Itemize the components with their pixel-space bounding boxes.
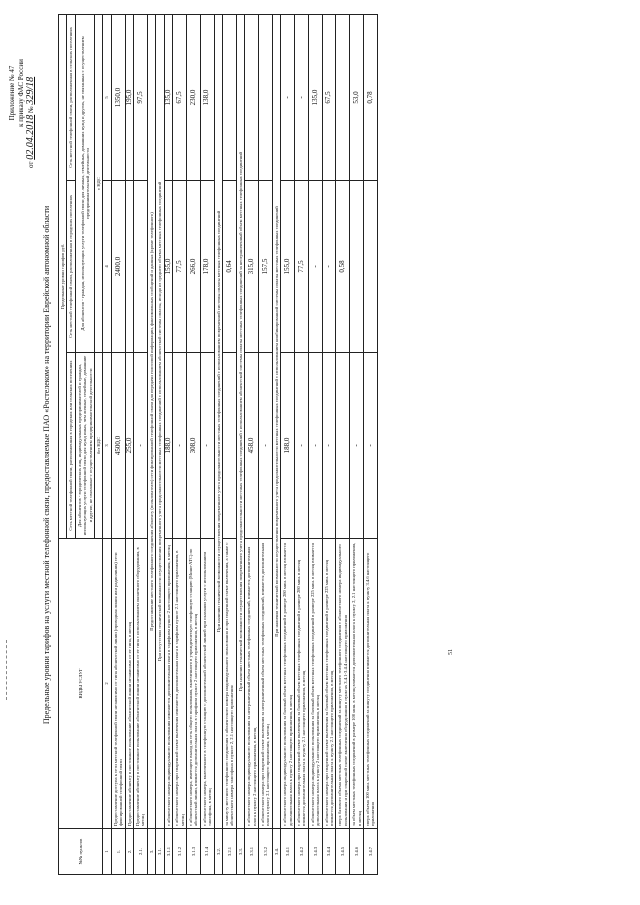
price-legal: 255,0	[125, 353, 133, 539]
row-number: 3.1.3	[186, 829, 200, 875]
row-number: 3.1.1	[164, 829, 172, 875]
section-row	[156, 14, 164, 874]
section-title: При наличии технической возможности осуществления повременного учета продолжительности местных телефонных соединений с использованием абонентской системы оплаты местных телефонных соединений за неограниченный объем местных телефонных соединений	[236, 14, 244, 828]
row-number: 3.1.4	[200, 829, 214, 875]
row-number: 3.4.5	[336, 829, 350, 875]
service-description: Предоставление абоненту в постоянное пользование абонентской линии независимо от ее типа с использованием оконечного оборудования, в месяц	[134, 539, 148, 829]
service-description: сверх объема 100 мин. местных телефонных соединений за минуту соединения взимается дополнительная плата к пункту 3.4.6 настоящего приложения	[364, 539, 378, 829]
price-legal: -	[258, 353, 272, 539]
document-header	[8, 18, 36, 168]
row-number: 3.1.2	[173, 829, 187, 875]
scan-edge-mark	[6, 640, 8, 700]
service-description: с абонентского номера индивидуального пользования за базовый объем местных телефонных соединений в размере 225 мин. в месяц взимается дополнительная плата к пункту 2 настоящего приложения, в месяц	[308, 539, 322, 829]
section-title: При наличии технической возможности осуществления повременного учета продолжительности местных телефонных соединений с использованием комбинированной системы оплаты местных телефонных соединений	[272, 14, 280, 828]
table-row	[364, 14, 378, 874]
table-row	[295, 14, 309, 874]
table-row	[186, 14, 200, 874]
row-number: 3.2.1	[222, 829, 236, 875]
appendix-label: Приложение № 47	[8, 65, 16, 121]
price-legal: 188,0	[164, 353, 172, 539]
price-rural: 97,5	[134, 14, 148, 180]
index-3: 3	[103, 353, 111, 539]
table-row	[164, 14, 172, 874]
section-row	[272, 14, 280, 874]
price-rural: 195,0	[125, 14, 133, 180]
section-title: Предоставление местного телефонного соединения абоненту (пользователю) сети фиксированной телефонной связи для передачи голосовой информации, факсимильных сообщений и данных (кроме телефонного)	[147, 14, 155, 828]
service-description: с абонентского номера индивидуального пользования за базовый объем местных телефонных соединений в размере 280 мин. в месяц взимается дополнительная плата к пункту 2 настоящего приложения, в месяц	[281, 539, 295, 829]
row-number: 3.4.1	[281, 829, 295, 875]
tariff-table-container	[58, 15, 378, 875]
row-number: 3.	[147, 829, 155, 875]
row-number: 3.3.	[236, 829, 244, 875]
price-legal: 458,0	[245, 353, 259, 539]
price-rural: 138,0	[200, 14, 214, 180]
price-rural: -	[281, 14, 295, 180]
table-row	[125, 14, 133, 874]
service-description: с абонентского номера, имеющего выход на сеть общего пользования, включенного в учрежденческую телефонную станцию (Мини-АТС) по абонентской линии, взимается дополнительная плата в тарифном пункте 2 настоящего приложения, в месяц	[186, 539, 200, 829]
price-urban: 77,5	[295, 181, 309, 353]
service-description: с абонентского номера при спаренной схеме включения за базовый объем местных телефонных соединений в размере 225 мин. в месяц взимается дополнительная плата к пункту 2.1 настоящего приложения, в месяц	[322, 539, 336, 829]
page-number: 51	[448, 649, 454, 655]
index-1: 1	[103, 829, 111, 875]
section-row	[236, 14, 244, 874]
price-urban: 0,58	[336, 181, 350, 353]
table-row	[258, 14, 272, 874]
row-number: 3.3.2	[258, 829, 272, 875]
price-legal: -	[350, 353, 364, 539]
row-number: 2.1.	[134, 829, 148, 875]
price-legal: -	[308, 353, 322, 539]
price-urban	[134, 181, 148, 353]
index-5: 5	[103, 14, 111, 180]
row-number: 3.4.7	[364, 829, 378, 875]
document-title: Предельные уровни тарифов на услуги местной телефонной связи, предоставляемые ПАО «Ростелеком» на территории Еврейской автономной области	[42, 205, 51, 725]
price-urban	[364, 181, 378, 353]
index-4: 4	[103, 181, 111, 353]
price-urban: 155,0	[164, 181, 172, 353]
tariff-table-body	[111, 14, 377, 874]
order-number: 329/18	[25, 76, 36, 105]
table-row	[350, 14, 364, 874]
table-row	[134, 14, 148, 874]
row-number: 3.3.1	[245, 829, 259, 875]
price-urban	[350, 181, 364, 353]
price-urban: 0,64	[222, 181, 236, 353]
tariff-table	[58, 14, 378, 875]
price-urban: 157,5	[258, 181, 272, 353]
service-description: Предоставление абоненту в постоянное пользование абонентской линии независимо от ее типа, в месяц	[125, 539, 133, 829]
price-legal: 188,0	[281, 353, 295, 539]
price-rural	[258, 14, 272, 180]
price-rural: 67,5	[173, 14, 187, 180]
service-description: с абонентского номера индивидуального пользования за неограниченный объем местных телефонных соединений, взимается дополнительная плата к пункту 2 настоящего приложения, в месяц	[245, 539, 259, 829]
price-legal: 4500,0	[111, 353, 125, 539]
row-number: 3.4.	[272, 829, 280, 875]
service-description: за минуту местного телефонного соединения с абонентского номера индивидуального пользования и при спаренной схеме включения, а также с абонентского номера таксофона в пункте 2, 2.1 настоящего приложения	[222, 539, 236, 829]
price-legal: -	[364, 353, 378, 539]
table-row	[281, 14, 295, 874]
price-legal	[222, 353, 236, 539]
row-number: 1.	[111, 829, 125, 875]
price-urban	[125, 181, 133, 353]
price-rural: -	[295, 14, 309, 180]
service-description: с абонентского номера при спаренной схеме включения изменяется дополнительная плата в тарифном пункте 2.1 настоящего приложения, в месяц	[173, 539, 187, 829]
service-description: за объем местных телефонных соединений в размере 100 мин. в месяц взимается дополнительная плата к пункту 2, 2.1 настоящего приложения, в месяц	[350, 539, 364, 829]
table-row	[173, 14, 187, 874]
price-rural: 230,0	[186, 14, 200, 180]
col-group1-header: Сеть местной телефонной связи, расположенная в городских или сельских поселениях	[67, 353, 75, 539]
col-group2-header: Сеть местной телефонной связи, расположенная в городских поселениях	[67, 181, 75, 353]
price-rural	[245, 14, 259, 180]
table-row	[222, 14, 236, 874]
section-row	[147, 14, 155, 874]
price-legal: -	[322, 353, 336, 539]
price-rural	[222, 14, 236, 180]
price-urban: 178,0	[200, 181, 214, 353]
section-title: При отсутствии технической возможности осуществления повременного учета продолжительности местных телефонных соединений с использованием абонентской системы оплаты, исходя из среднего объема местных телефонных соединений	[156, 14, 164, 828]
price-rural: 67,5	[322, 14, 336, 180]
price-legal: -	[173, 353, 187, 539]
price-urban: 2400,0	[111, 181, 125, 353]
row-number: 3.4.3	[308, 829, 322, 875]
table-row	[336, 14, 350, 874]
price-rural: 1350,0	[111, 14, 125, 180]
row-number: 2.	[125, 829, 133, 875]
service-description: Предоставление доступа к сети местной телефонной связи независимо от типа абонентской линии (проводная линия или радиолиния) сети фиксированной телефонной связи	[111, 539, 125, 829]
with-vat-label: с НДС	[95, 14, 103, 352]
table-row	[308, 14, 322, 874]
row-number: 3.4.2	[295, 829, 309, 875]
row-number: 3.4.6	[350, 829, 364, 875]
price-urban: 77,5	[173, 181, 187, 353]
price-rural: 0,78	[364, 14, 378, 180]
price-legal: -	[295, 353, 309, 539]
table-row	[322, 14, 336, 874]
service-description: с абонентского номера индивидуального пользования изменяется дополнительная плата в тарифном пункте 2 настоящего приложения, в месяц	[164, 539, 172, 829]
col-number-header: №№ пунктов	[59, 829, 103, 875]
row-number: 3.1.	[156, 829, 164, 875]
price-urban: 315,0	[245, 181, 259, 353]
order-date: 02.04.2018	[25, 114, 36, 160]
section-row	[214, 14, 222, 874]
col-legal-header: Для абонентов - юридических лиц, индивидуальных предпринимателей и граждан, использующих услуги телефонной связи для нужд иных, чем личные, семейные, домашние и другие, не связанные с осуществлением предпринимательской деятельности	[75, 353, 94, 539]
price-urban: -	[322, 181, 336, 353]
service-description: с абонентского номера при спаренной схеме включения за базовый объем местных телефонных соединений в размере 280 мин. в месяц взимается дополнительная плата к пункту 2.1 настоящего приложения, в месяц	[295, 539, 309, 829]
price-urban: 155,0	[281, 181, 295, 353]
price-urban: -	[308, 181, 322, 353]
table-row	[245, 14, 259, 874]
row-number: 3.4.4	[322, 829, 336, 875]
service-description: сверх базового объема местных телефонных соединений за минуту местного телефонного соединения с абонентского номера индивидуального пользования и при спаренной схеме включения оборудования в пунктах 3.4.1-3.4.4 настоящего приложения	[336, 539, 350, 829]
col-group3-header: Сеть местной телефонной связи, расположенная в сельских поселениях	[67, 14, 75, 180]
service-description: с абонентского номера при спаренной схеме включения за неограниченный объем местных телефонных соединений, взимается дополнительная плата к пункту 2.1 настоящего приложения, в месяц	[258, 539, 272, 829]
service-description: с абонентского номера, включенного в телефонную станцию с дополнительной абонентской линией при оказании услуги с использованием таксофона, в месяц	[200, 539, 214, 829]
col-levels-header: Предельные уровни тарифов руб.	[59, 14, 67, 538]
col-citizens-header: Для абонентов - граждан, использующих услуги телефонной связи для личных, семейных, домашних нужд и других, не связанных с осуществлением предпринимательской деятельности	[75, 14, 94, 352]
table-row	[111, 14, 125, 874]
order-reference: к приказу ФАС России	[17, 59, 25, 127]
section-title: При наличии технической возможности осуществления повременного учета продолжительности местных телефонных соединений с использованием повременной системы оплаты местных телефонных соединений	[214, 14, 222, 828]
index-2: 2	[103, 539, 111, 829]
row-number: 3.2.	[214, 829, 222, 875]
price-rural: 135,0	[308, 14, 322, 180]
price-legal: 308,0	[186, 353, 200, 539]
price-legal: -	[134, 353, 148, 539]
price-rural	[336, 14, 350, 180]
price-urban: 266,0	[186, 181, 200, 353]
price-rural: 53,0	[350, 14, 364, 180]
price-legal	[336, 353, 350, 539]
price-rural: 135,0	[164, 14, 172, 180]
col-services-header: ВИДЫ УСЛУГ	[59, 539, 103, 829]
table-row	[200, 14, 214, 874]
no-vat-label: без НДС	[95, 353, 103, 539]
price-legal: -	[200, 353, 214, 539]
order-date-line: от 02.04.2018 № 329/18	[25, 76, 36, 168]
